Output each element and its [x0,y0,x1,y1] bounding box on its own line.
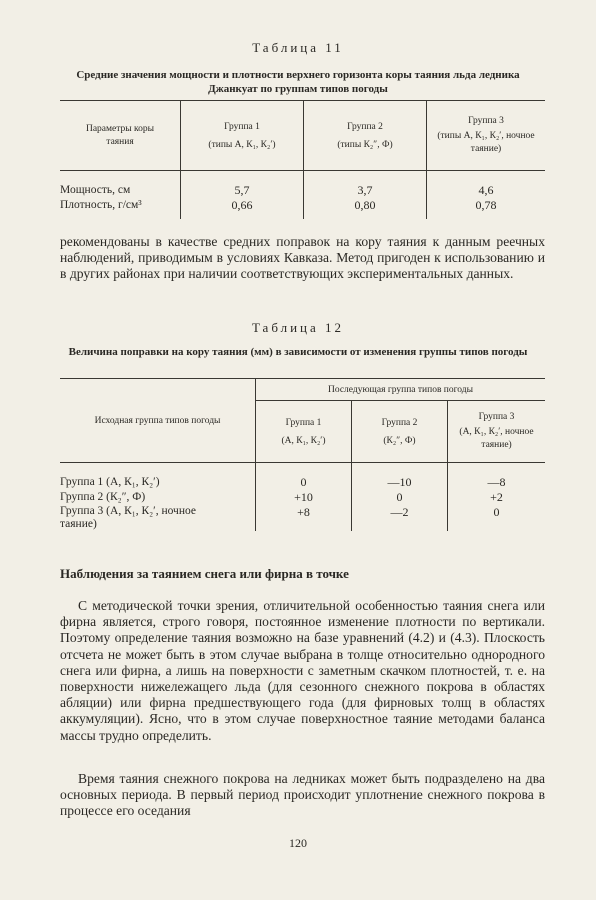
table11-title: Средние значения мощности и плотности верхнего горизонта коры таяния льда ледника Джанкуат по группам типов погоды [76,69,520,95]
table12-cell: —8 [448,475,546,490]
table12-cell: 0 [352,490,448,505]
table11-header-g3: Группа 3 (типы А, К₁, К₂′, ночное таяние) [427,101,546,171]
table11-header-g1: Группа 1 (типы А, К₁, К₂′) [181,101,304,171]
table11-header-param: Параметры коры таяния [85,123,155,147]
table11-row [60,198,545,213]
table12-row-label: Группа 1 (А, К₁, К₂′) [60,476,160,488]
table12-caption: Таблица 12 [251,320,345,335]
table12-row-label: Группа 3 (А, К₁, К₂′, ночное таяние) [60,504,196,530]
table12-row [60,490,545,505]
table12-cell: —10 [352,475,448,490]
table11-cell: 0,78 [427,198,546,213]
table12 [60,378,545,531]
table12-row-label: Группа 2 (К₂″, Ф) [60,491,146,503]
table11-cell: 4,6 [427,183,546,198]
table11-row-label: Плотность, г/см³ [60,199,142,211]
table11 [60,100,545,219]
table12-cell: +2 [448,490,546,505]
table11-caption: Таблица 11 [252,40,344,55]
table11-row-label: Мощность, см [60,184,131,196]
table12-header-g2: Группа 2 (К₂″, Ф) [352,401,448,463]
table12-cell: 0 [256,475,352,490]
table11-row [60,183,545,198]
table12-cell: +10 [256,490,352,505]
paragraph-continuation: рекомендованы в качестве средних поправок на кору таяния к данным реечных наблюдений, приводимым в условиях Кавказа. Метод пригоден к использованию и в других районах при наличии соответствующих экспериментальных данных. [60,234,545,282]
table12-row [60,475,545,490]
table11-cell: 5,7 [181,183,304,198]
page-number: 120 [289,836,307,850]
paragraph-melt-periods: Время таяния снежного покрова на ледниках может быть подразделено на два основных периода. В первый период происходит уплотнение снежного покрова в процессе его оседания [60,771,545,819]
table12-row [60,505,545,531]
table11-cell: 3,7 [304,183,427,198]
table12-cell: 0 [448,505,546,531]
table12-header-source: Исходная группа типов погоды [60,379,256,463]
table11-cell: 0,80 [304,198,427,213]
table12-header-g1: Группа 1 (А, К₁, К₂′) [256,401,352,463]
table12-cell: +8 [256,505,352,531]
table12-header-g3: Группа 3 (А, К₁, К₂′, ночное таяние) [448,401,546,463]
section-heading: Наблюдения за таянием снега или фирна в точке [60,566,349,581]
table11-cell: 0,66 [181,198,304,213]
table12-title: Величина поправки на кору таяния (мм) в зависимости от изменения группы типов погоды [68,346,528,358]
paragraph-methodology: С методической точки зрения, отличительной особенностью таяния снега или фирна является, строго говоря, постоянное изменение плотности по вертикали. Поэтому определение таяния возможно на базе уравнений (4.2) и (4.3). Плоскость отсчета не может быть в этом случае выбрана в толще относительно однородного снега или фирна, а лишь на поверхности с заметным скачком плотностей, т. е. на поверхности нижележащего льда (для сезонного снежного покрова в областях абляции) или фирна предшествующего года (для фирновых толщ в областях аккумуляции). Ясно, что в этом случае поверхностное таяние методами баланса массы трудно определить. [60,598,545,743]
table11-header-g2: Группа 2 (типы К₂″, Ф) [304,101,427,171]
table12-header-next: Последующая группа типов погоды [256,379,546,401]
table12-cell: —2 [352,505,448,531]
